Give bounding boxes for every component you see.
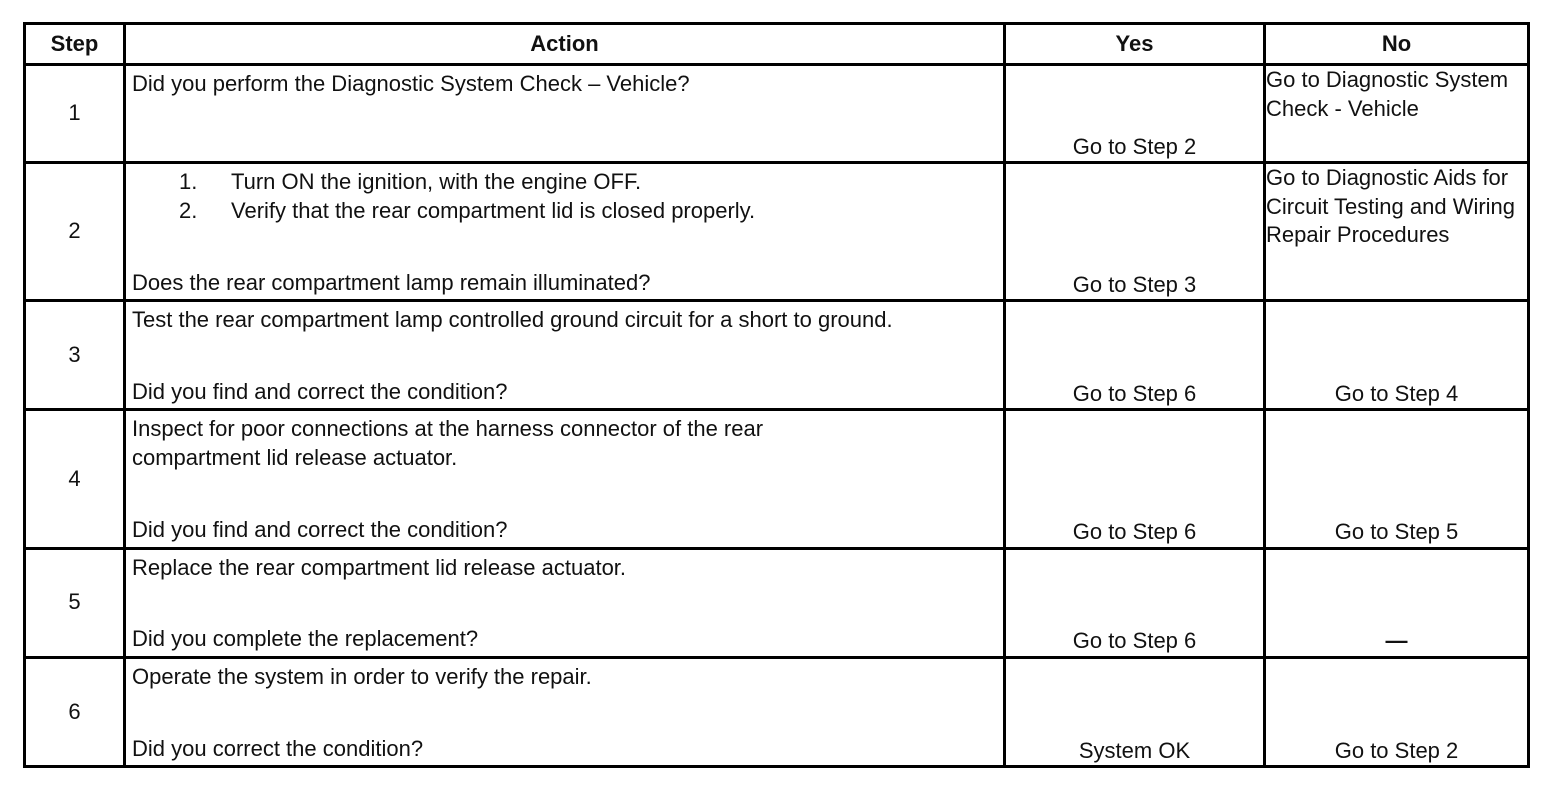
header-no: No: [1265, 24, 1529, 65]
header-step: Step: [25, 24, 125, 65]
no-cell: Go to Step 4: [1265, 301, 1529, 410]
table-row: [25, 65, 1529, 163]
substep-item: [132, 168, 997, 197]
step-number: 4: [25, 410, 125, 548]
step-number: 2: [25, 163, 125, 301]
action-question: Did you complete the replacement?: [132, 626, 479, 652]
no-cell: Go to Diagnostic System Check - Vehicle: [1265, 65, 1529, 163]
step-number: 6: [25, 657, 125, 766]
yes-cell: Go to Step 6: [1005, 410, 1265, 548]
header-row: [25, 24, 1529, 65]
header-yes: Yes: [1005, 24, 1265, 65]
action-text: Operate the system in order to verify the repair.: [132, 663, 592, 689]
header-action: Action: [125, 24, 1005, 65]
substep-item: [132, 197, 997, 226]
action-question: Did you find and correct the condition?: [132, 378, 508, 404]
yes-cell: Go to Step 2: [1005, 65, 1265, 163]
action-question: Did you correct the condition?: [132, 735, 424, 761]
action-question: Does the rear compartment lamp remain illuminated?: [132, 269, 651, 295]
action-question: Did you find and correct the condition?: [132, 517, 508, 543]
table-row: [25, 163, 1529, 301]
action-cell: [125, 65, 1005, 163]
table-row: [25, 657, 1529, 766]
action-text: Test the rear compartment lamp controlled ground circuit for a short to ground.: [132, 307, 893, 333]
no-cell: Go to Step 5: [1265, 410, 1529, 548]
table-row: [25, 410, 1529, 548]
action-cell: [125, 657, 1005, 766]
no-cell: Go to Diagnostic Aids for Circuit Testing and Wiring Repair Procedures: [1265, 163, 1529, 301]
substep-text: Turn ON the ignition, with the engine OFF.: [231, 169, 642, 195]
substep-list: [132, 168, 997, 225]
action-cell: [125, 301, 1005, 410]
action-text: Did you perform the Diagnostic System Check – Vehicle?: [132, 71, 690, 96]
yes-cell: System OK: [1005, 657, 1265, 766]
step-number: 1: [25, 65, 125, 163]
action-cell: [125, 548, 1005, 657]
action-cell: [125, 410, 1005, 548]
table-row: [25, 301, 1529, 410]
no-cell: —: [1265, 548, 1529, 657]
substep-number: 1.: [179, 169, 198, 195]
no-cell: Go to Step 2: [1265, 657, 1529, 766]
action-cell: [125, 163, 1005, 301]
table-row: [25, 548, 1529, 657]
substep-text: Verify that the rear compartment lid is closed properly.: [231, 197, 756, 223]
diagnostic-table: [23, 22, 1530, 768]
substep-number: 2.: [179, 197, 198, 223]
yes-cell: Go to Step 6: [1005, 548, 1265, 657]
yes-cell: Go to Step 6: [1005, 301, 1265, 410]
action-text: Inspect for poor connections at the harness connector of the rear compartment lid release actuator.: [132, 416, 764, 470]
action-text: Replace the rear compartment lid release actuator.: [132, 554, 627, 580]
yes-cell: Go to Step 3: [1005, 163, 1265, 301]
step-number: 5: [25, 548, 125, 657]
step-number: 3: [25, 301, 125, 410]
